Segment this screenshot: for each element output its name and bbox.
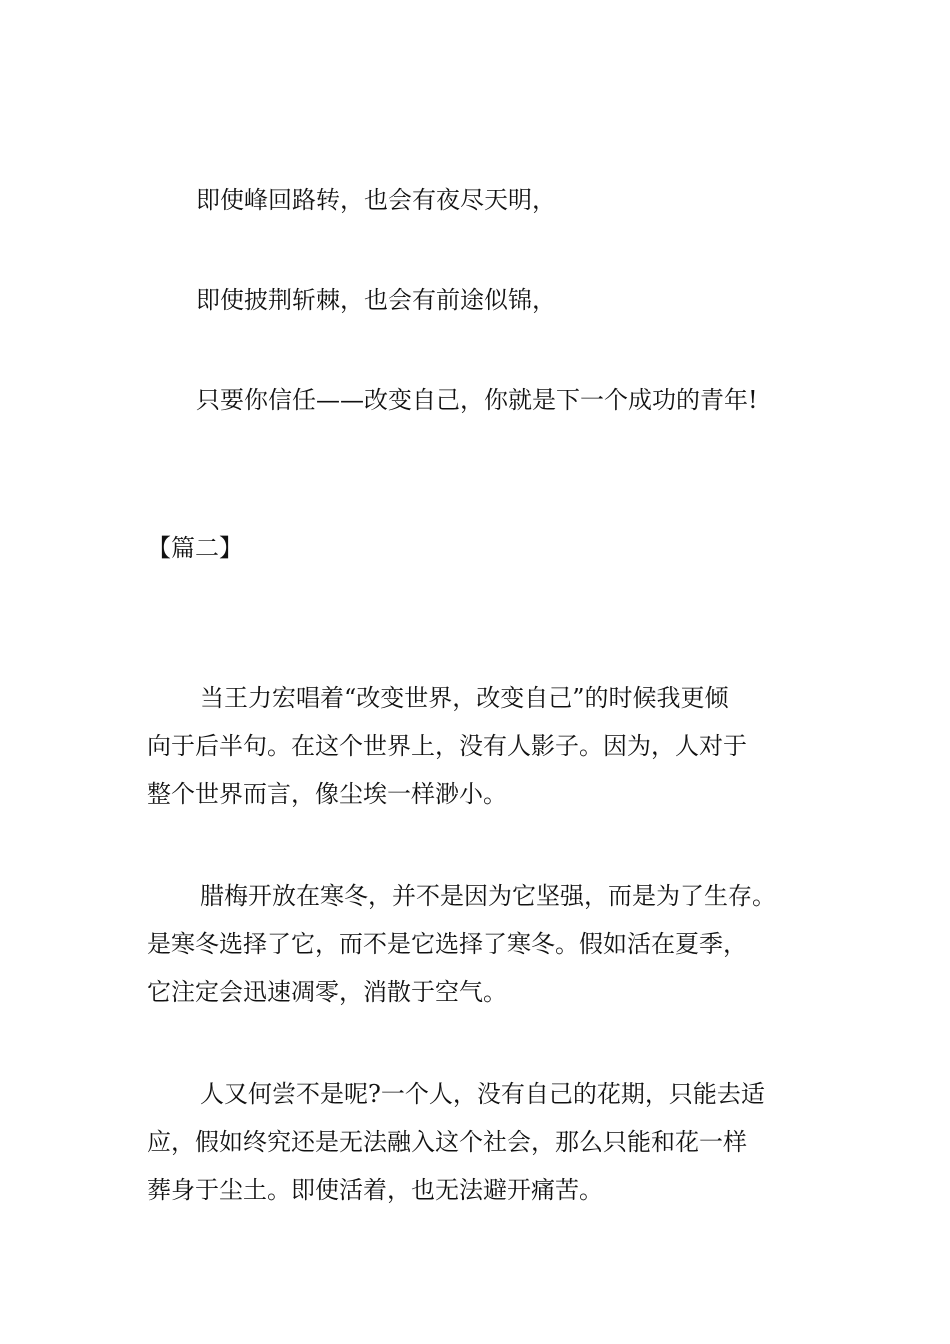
poem-line-2: 即使披荆斩棘，也会有前途似锦， bbox=[196, 286, 556, 314]
paragraph-1-line-3: 整个世界而言，像尘埃一样渺小。 bbox=[147, 780, 507, 808]
paragraph-2-line-1: 腊梅开放在寒冬，并不是因为它坚强，而是为了生存。 bbox=[200, 882, 776, 910]
paragraph-3-line-2: 应，假如终究还是无法融入这个社会，那么只能和花一样 bbox=[147, 1128, 747, 1156]
paragraph-3-line-1: 人又何尝不是呢?一个人，没有自己的花期，只能去适 bbox=[200, 1080, 765, 1108]
section-heading: 【篇二】 bbox=[147, 534, 243, 562]
paragraph-2-line-3: 它注定会迅速凋零，消散于空气。 bbox=[147, 978, 507, 1006]
poem-line-1: 即使峰回路转，也会有夜尽天明， bbox=[196, 186, 556, 214]
paragraph-1-line-2: 向于后半句。在这个世界上，没有人影子。因为，人对于 bbox=[147, 732, 747, 760]
paragraph-2-line-2: 是寒冬选择了它，而不是它选择了寒冬。假如活在夏季， bbox=[147, 930, 747, 958]
paragraph-1-line-1: 当王力宏唱着“改变世界，改变自己”的时候我更倾 bbox=[200, 684, 729, 712]
paragraph-3-line-3: 葬身于尘土。即使活着，也无法避开痛苦。 bbox=[147, 1176, 603, 1204]
poem-line-3: 只要你信任——改变自己，你就是下一个成功的青年! bbox=[196, 386, 758, 414]
